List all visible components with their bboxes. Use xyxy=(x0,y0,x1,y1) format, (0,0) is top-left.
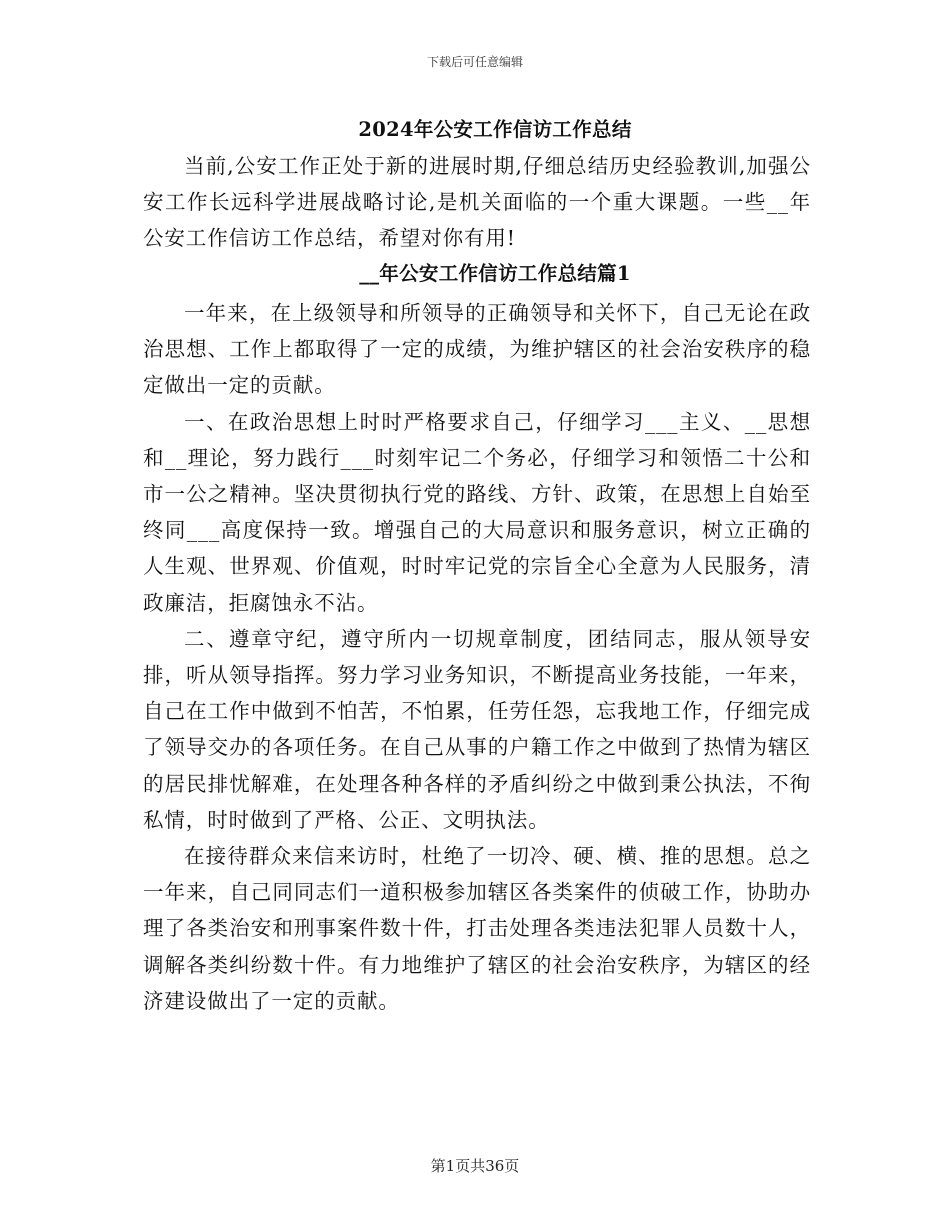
body-paragraph-3: 二、遵章守纪，遵守所内一切规章制度，团结同志，服从领导安排，听从领导指挥。努力学习业务知识，不断提高业务技能，一年来，自己在工作中做到不怕苦，不怕累，任劳任怨，忘我地工作，仔细完成了领导交办的各项任务。在自己从事的户籍工作之中做到了热情为辖区的居民排忧解难，在处理各种各样的矛盾纠纷之中做到秉公执法，不徇私情，时时做到了严格、公正、文明执法。 xyxy=(143,626,811,832)
page-number-footer: 第1页共36页 xyxy=(430,1157,520,1175)
header-note: 下载后可任意编辑 xyxy=(426,55,523,69)
intro-block xyxy=(143,148,811,257)
intro-paragraph: 当前,公安工作正处于新的进展时期,仔细总结历史经验教训,加强公安工作长远科学进展战略讨论,是机关面临的一个重大课题。一些__年公安工作信访工作总结，希望对你有用! xyxy=(143,154,811,251)
document-title: 2024年公安工作信访工作总结 xyxy=(358,118,632,141)
body-paragraph-1: 一年来，在上级领导和所领导的正确领导和关怀下，自己无论在政治思想、工作上都取得了一定的成绩，为维护辖区的社会治安秩序的稳定做出一定的贡献。 xyxy=(143,301,811,398)
main-body xyxy=(143,295,811,1019)
body-paragraph-4: 在接待群众来信来访时，杜绝了一切冷、硬、横、推的思想。总之一年来，自己同同志们一道积极参加辖区各类案件的侦破工作，协助办理了各类治安和刑事案件数十件，打击处理各类违法犯罪人员数十人，调解各类纠纷数十件。有力地维护了辖区的社会治安秩序，为辖区的经济建设做出了一定的贡献。 xyxy=(143,844,811,1013)
body-paragraph-2: 一、在政治思想上时时严格要求自己，仔细学习___主义、__思想和__理论，努力践行___时刻牢记二个务必，仔细学习和领悟二十公和市一公之精神。坚决贯彻执行党的路线、方针、政策，在思想上自始至终同___高度保持一致。增强自己的大局意识和服务意识，树立正确的人生观、世界观、价值观，时时牢记党的宗旨全心全意为人民服务，清政廉洁，拒腐蚀永不沾。 xyxy=(143,409,811,615)
section-title: __年公安工作信访工作总结篇1 xyxy=(359,262,631,285)
